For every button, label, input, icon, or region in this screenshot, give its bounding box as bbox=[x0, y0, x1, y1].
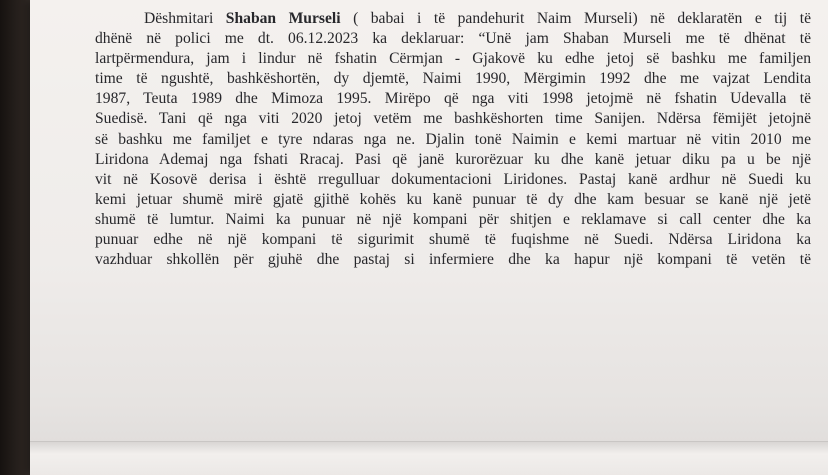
text-line: kemi jetuar shumë mirë gjatë gjithë kohës ku kanë punuar të dy dhe kam besuar se kanë një jetë bbox=[95, 190, 811, 208]
text-line: vit në Kosovë derisa i është rregulluar dokumentacioni Liridones. Pastaj kanë ardhur në Suedi ku bbox=[95, 170, 811, 188]
text-line: Liridona Ademaj nga fshati Rracaj. Pasi që janë kurorëzuar ku dhe kanë jetuar diku pa u be një bbox=[95, 150, 811, 168]
text-line: shumë të lumtur. Naimi ka punuar në një kompani për shitjen e reklamave si call center dhe ka bbox=[95, 210, 811, 228]
text-run: ( babai i të pandehurit Naim Murseli) në deklaratën e tij të bbox=[340, 10, 812, 27]
text-line: time të ngushtë, bashkëshortën, dy djemtë, Naimi 1990, Mërgimin 1992 dhe me vajzat Lendita bbox=[95, 70, 811, 88]
text-line: së bashku me familjet e tyre ndaras nga ne. Djalin tonë Naimin e kemi martuar në vitin 2010 me bbox=[95, 130, 811, 148]
text-line: 1987, Teuta 1989 dhe Mimoza 1995. Mirëpo që nga viti 1998 jetojmë në fshatin Udevalla të bbox=[95, 90, 811, 108]
text-line: lartpërmendura, jam i lindur në fshatin Cërmjan - Gjakovë ku edhe jetoj së bashku me familjen bbox=[95, 50, 811, 68]
text-line: punuar edhe në një kompani të sigurimit shumë të fuqishme në Suedi. Ndërsa Liridona ka bbox=[95, 231, 811, 249]
statement-body bbox=[95, 9, 811, 270]
witness-name: Shaban Murseli bbox=[225, 10, 341, 27]
page-fold bbox=[30, 441, 828, 475]
text-line: vazhduar shkollën për gjuhë dhe pastaj si infermiere dhe ka hapur një kompani të vetën të bbox=[95, 251, 811, 269]
witness-label: Dëshmitari bbox=[144, 10, 226, 27]
text-line: dhënë në polici me dt. 06.12.2023 ka deklaruar: “Unë jam Shaban Murseli me të dhënat të bbox=[95, 30, 811, 48]
text-line: Suedisë. Tani që nga viti 2020 jetoj vetëm me bashkëshorten time Sanijen. Ndërsa fëmijët jetojnë bbox=[95, 110, 811, 128]
text-line bbox=[95, 9, 811, 29]
document-page bbox=[30, 0, 828, 475]
